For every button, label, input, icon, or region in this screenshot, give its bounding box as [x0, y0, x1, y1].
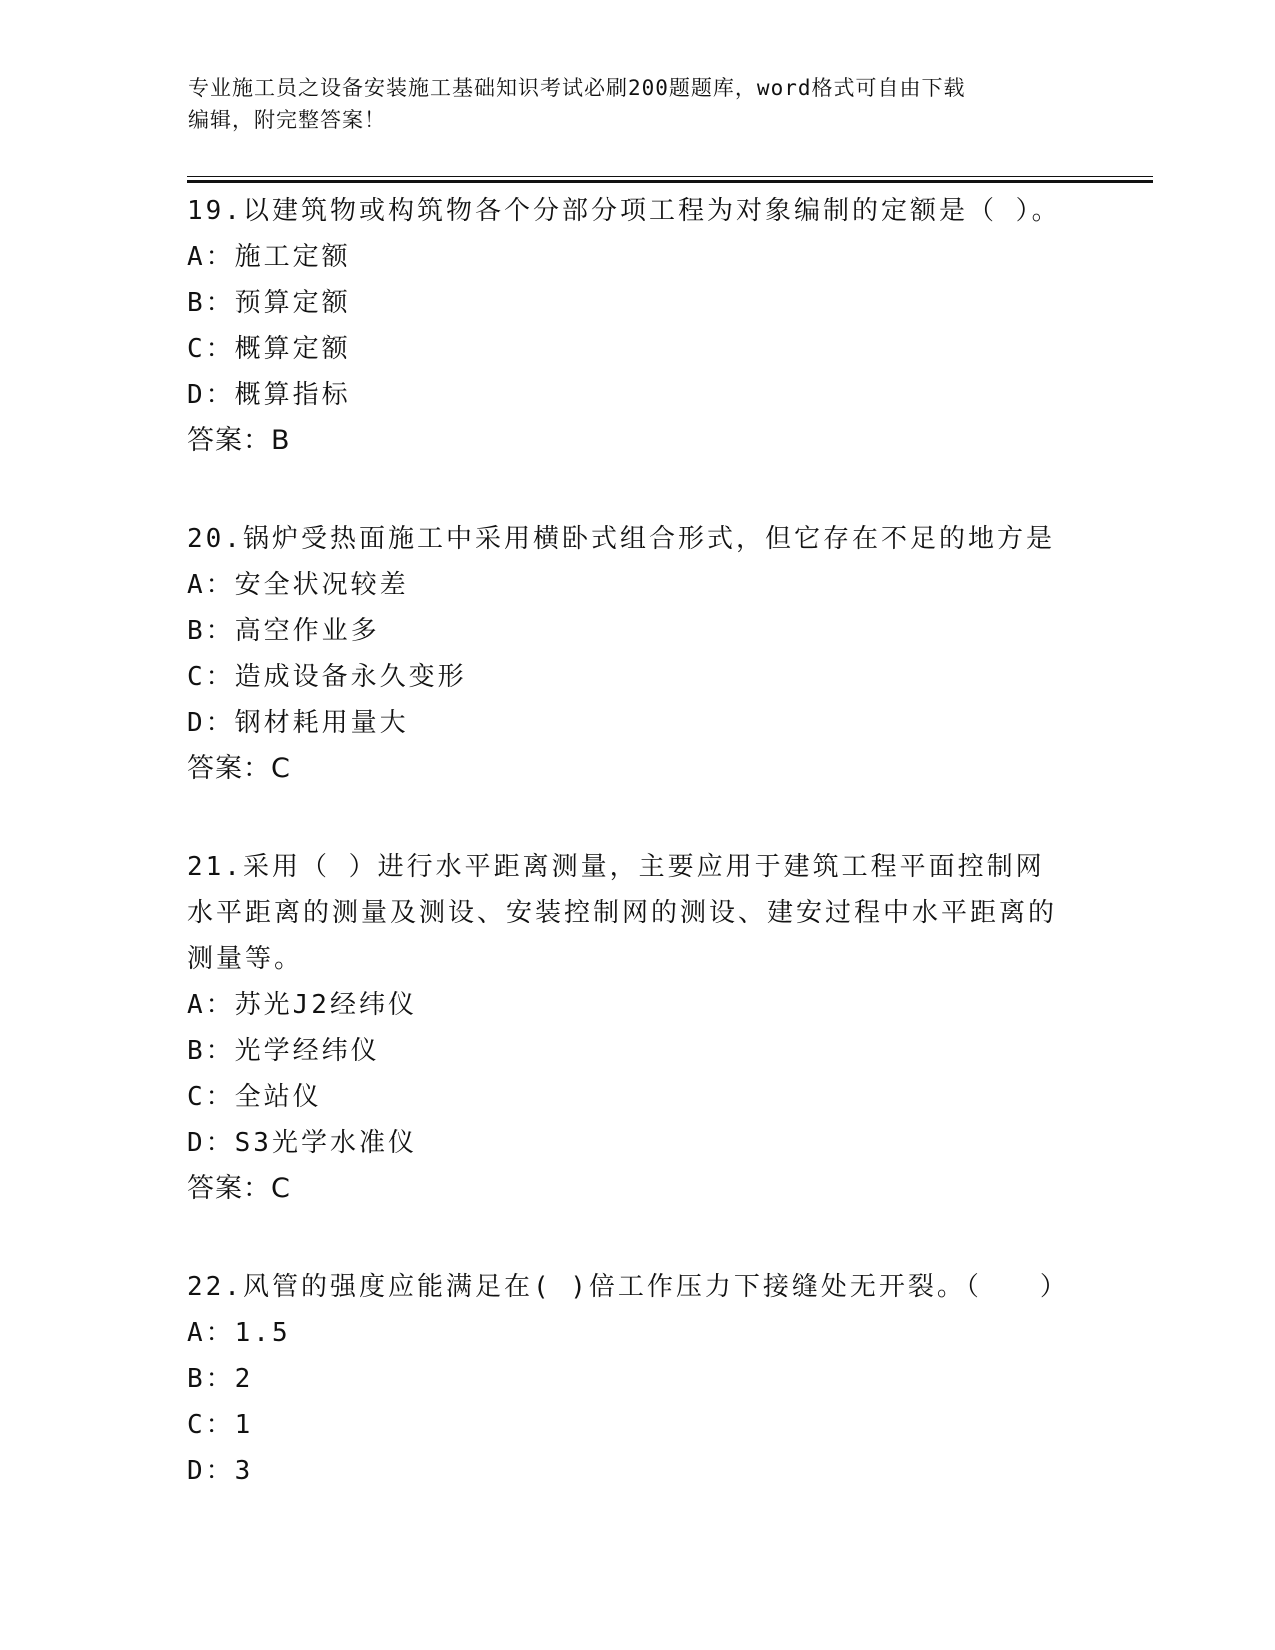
option-c: C：全站仪	[187, 1082, 322, 1112]
spacer	[187, 1212, 1067, 1264]
option-a: A：安全状况较差	[187, 570, 409, 600]
option-d: D：概算指标	[187, 380, 351, 410]
spacer	[187, 464, 1067, 516]
option-b: B：2	[187, 1364, 254, 1394]
answer-label: 答案：B	[187, 425, 291, 456]
header-divider-thick	[187, 180, 1153, 183]
header-title-line-2: 编辑，附完整答案！	[188, 108, 386, 132]
option-d: D：钢材耗用量大	[187, 708, 409, 738]
option-c: C：概算定额	[187, 334, 351, 364]
header-title-line-1: 专业施工员之设备安装施工基础知识考试必刷200题题库，word格式可自由下载	[188, 76, 966, 100]
option-c: C：1	[187, 1410, 254, 1440]
question-list	[187, 188, 1067, 1494]
answer-label: 答案：C	[187, 1173, 291, 1204]
question-stem: 20.锅炉受热面施工中采用横卧式组合形式，但它存在不足的地方是	[187, 524, 1055, 554]
question-21	[187, 844, 1067, 1212]
question-19	[187, 188, 1067, 464]
header-divider-thin	[187, 176, 1153, 177]
spacer	[187, 792, 1067, 844]
question-22	[187, 1264, 1067, 1494]
option-d: D：3	[187, 1456, 254, 1486]
question-stem: 21.采用（ ）进行水平距离测量，主要应用于建筑工程平面控制网水平距离的测量及测设、安装控制网的测设、建安过程中水平距离的测量等。	[187, 852, 1058, 974]
question-stem: 19.以建筑物或构筑物各个分部分项工程为对象编制的定额是（ ）。	[187, 196, 1061, 226]
option-c: C：造成设备永久变形	[187, 662, 467, 692]
answer-label: 答案：C	[187, 753, 291, 784]
option-a: A：施工定额	[187, 242, 351, 272]
document-header	[188, 72, 1068, 136]
option-a: A：1.5	[187, 1318, 291, 1348]
option-d: D：S3光学水准仪	[187, 1128, 417, 1158]
question-stem: 22.风管的强度应能满足在( )倍工作压力下接缝处无开裂。（ ）	[187, 1272, 1069, 1302]
option-a: A：苏光J2经纬仪	[187, 990, 417, 1020]
option-b: B：预算定额	[187, 288, 351, 318]
option-b: B：光学经纬仪	[187, 1036, 380, 1066]
question-20	[187, 516, 1067, 792]
option-b: B：高空作业多	[187, 616, 380, 646]
